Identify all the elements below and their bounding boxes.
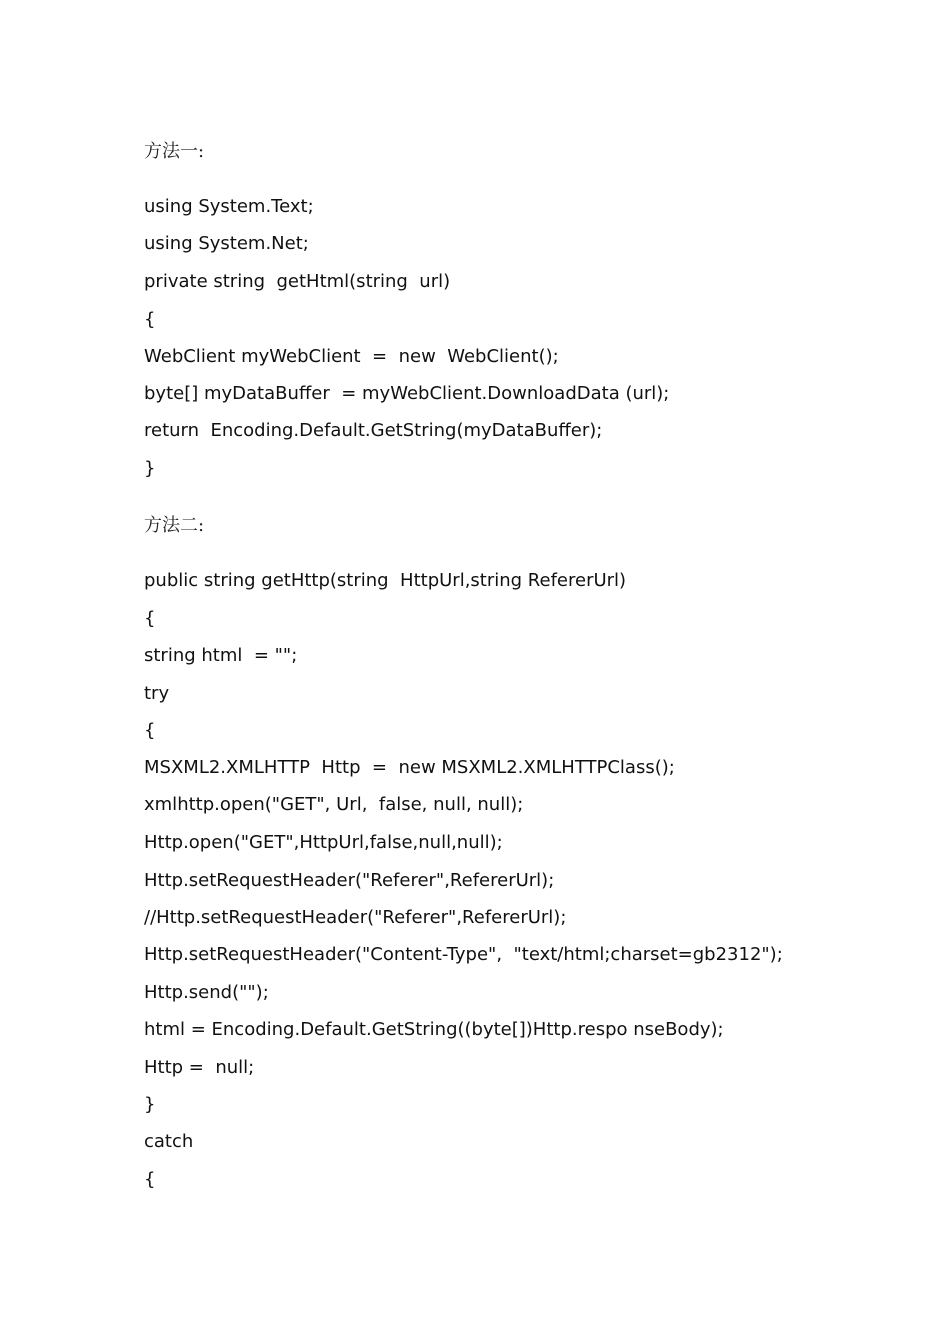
code-line: Http.setRequestHeader("Referer",RefererUrl); [144, 870, 555, 891]
code-line: public string getHttp(string HttpUrl,string RefererUrl) [144, 570, 627, 591]
code-line: Http.setRequestHeader("Content-Type", "text/html;charset=gb2312"); [144, 944, 783, 965]
code-line: //Http.setRequestHeader("Referer",RefererUrl); [144, 907, 567, 928]
code-line: using System.Net; [144, 233, 309, 254]
code-line: private string getHtml(string url) [144, 271, 451, 292]
code-line: byte[] myDataBuffer = myWebClient.DownloadData (url); [144, 383, 670, 404]
code-line: } [144, 1094, 156, 1115]
section-heading-2: 方法二: [144, 515, 205, 536]
section-heading-1: 方法一: [144, 141, 205, 162]
code-line: xmlhttp.open("GET", Url, false, null, null); [144, 794, 524, 815]
code-line: { [144, 720, 156, 741]
code-line: string html = ""; [144, 645, 298, 666]
code-line: Http.send(""); [144, 982, 269, 1003]
code-line: { [144, 1169, 156, 1190]
code-line: { [144, 309, 156, 330]
code-line: { [144, 608, 156, 629]
code-line: } [144, 458, 156, 479]
code-line: return Encoding.Default.GetString(myDataBuffer); [144, 420, 603, 441]
code-line: try [144, 683, 170, 704]
code-line: catch [144, 1131, 194, 1152]
code-line: Http.open("GET",HttpUrl,false,null,null); [144, 832, 503, 853]
code-line: Http = null; [144, 1057, 255, 1078]
code-line: MSXML2.XMLHTTP Http = new MSXML2.XMLHTTPClass(); [144, 757, 675, 778]
code-line: html = Encoding.Default.GetString((byte[])Http.respo nseBody); [144, 1019, 724, 1040]
code-line: WebClient myWebClient = new WebClient(); [144, 346, 559, 367]
code-line: using System.Text; [144, 196, 314, 217]
